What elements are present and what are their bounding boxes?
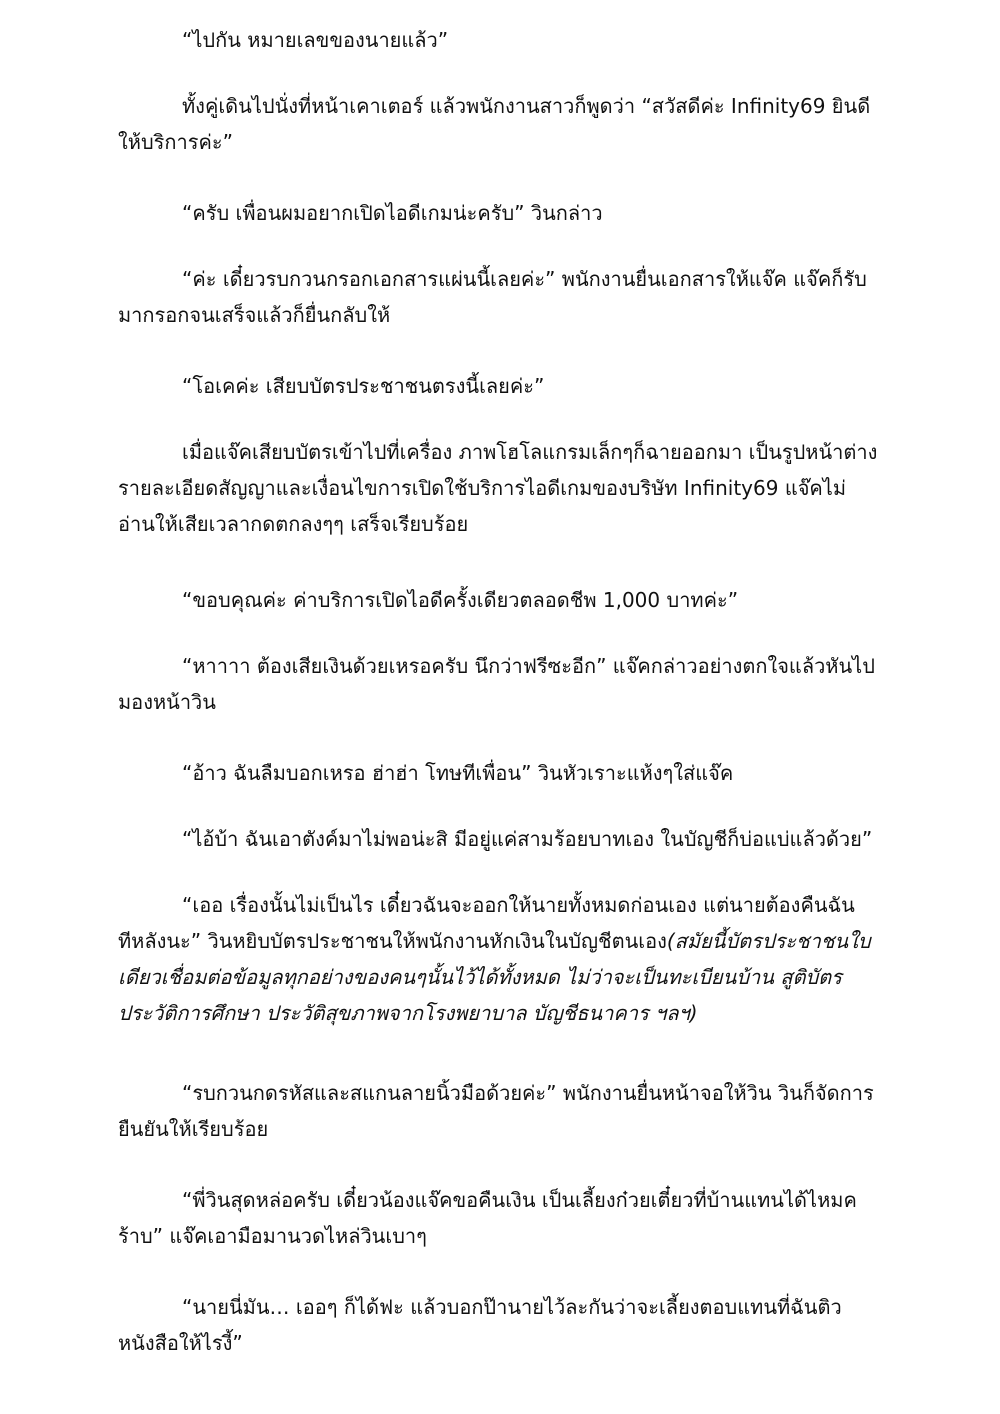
paragraph-13: “พี่วินสุดหล่อครับ เดี๋ยวน้องแจ๊คขอคืนเงิน เป็นเลี้ยงก๋วยเตี๋ยวที่บ้านแทนได้ไหมคร้าบ” แจ๊คเอามือมานวดไหล่วินเบาๆ bbox=[118, 1188, 857, 1248]
paragraph-14: “นายนี่มัน… เออๆ ก็ได้ฟะ แล้วบอกป๊านายไว้ละกันว่าจะเลี้ยงตอบแทนที่ฉันติวหนังสือให้ไรงี้” bbox=[118, 1295, 842, 1355]
paragraph-11-italic-note: (สมัยนี้บัตรประชาชนใบเดียวเชื่อมต่อข้อมูลทุกอย่างของคนๆนั้นไว้ได้ทั้งหมด ไม่ว่าจะเป็นทะเบียนบ้าน สูติบัตร ประวัติการศึกษา ประวัติสุขภาพจากโรงพยาบาล บัญชีธนาคาร ฯลฯ) bbox=[118, 929, 871, 1025]
paragraph-1: “ไปกัน หมายเลขของนายแล้ว” bbox=[182, 28, 449, 52]
paragraph-10: “ไอ้บ้า ฉันเอาตังค์มาไม่พอน่ะสิ มีอยู่แค่สามร้อยบาทเอง ในบัญชีก็บ่อแบ่แล้วด้วย” bbox=[182, 827, 873, 851]
paragraph-8: “หาาาา ต้องเสียเงินด้วยเหรอครับ นึกว่าฟรีซะอีก” แจ๊คกล่าวอย่างตกใจแล้วหันไปมองหน้าวิน bbox=[118, 654, 875, 714]
paragraph-11-text: “เออ เรื่องนั้นไม่เป็นไร เดี๋ยวฉันจะออกให้นายทั้งหมดก่อนเอง แต่นายต้องคืนฉันทีหลังนะ” วินหยิบบัตรประชาชนให้พนักงานหักเงินในบัญชีตนเอง bbox=[118, 893, 855, 953]
paragraph-7: “ขอบคุณค่ะ ค่าบริการเปิดไอดีครั้งเดียวตลอดชีพ 1,000 บาทค่ะ” bbox=[182, 588, 739, 612]
paragraph-5: “โอเคค่ะ เสียบบัตรประชาชนตรงนี้เลยค่ะ” bbox=[182, 374, 545, 398]
paragraph-11 bbox=[118, 887, 878, 1031]
paragraph-6: เมื่อแจ๊คเสียบบัตรเข้าไปที่เครื่อง ภาพโฮโลแกรมเล็กๆก็ฉายออกมา เป็นรูปหน้าต่างรายละเอียดสัญญาและเงื่อนไขการเปิดใช้บริการไอดีเกมของบริษัท Infinity69 แจ๊คไม่อ่านให้เสียเวลากดตกลงๆๆ เสร็จเรียบร้อย bbox=[118, 440, 878, 536]
paragraph-9: “อ้าว ฉันลืมบอกเหรอ ฮ่าฮ่า โทษทีเพื่อน” วินหัวเราะแห้งๆใส่แจ๊ค bbox=[182, 761, 734, 785]
paragraph-12: “รบกวนกดรหัสและสแกนลายนิ้วมือด้วยค่ะ” พนักงานยื่นหน้าจอให้วิน วินก็จัดการยืนยันให้เรียบร้อย bbox=[118, 1081, 874, 1141]
paragraph-4: “ค่ะ เดี๋ยวรบกวนกรอกเอกสารแผ่นนี้เลยค่ะ” พนักงานยื่นเอกสารให้แจ๊ค แจ๊คก็รับมากรอกจนเสร็จแล้วก็ยื่นกลับให้ bbox=[118, 267, 867, 327]
paragraph-3: “ครับ เพื่อนผมอยากเปิดไอดีเกมน่ะครับ” วินกล่าว bbox=[182, 201, 603, 225]
paragraph-2: ทั้งคู่เดินไปนั่งที่หน้าเคาเตอร์ แล้วพนักงานสาวก็พูดว่า “สวัสดีค่ะ Infinity69 ยินดีให้บริการค่ะ” bbox=[118, 94, 871, 154]
